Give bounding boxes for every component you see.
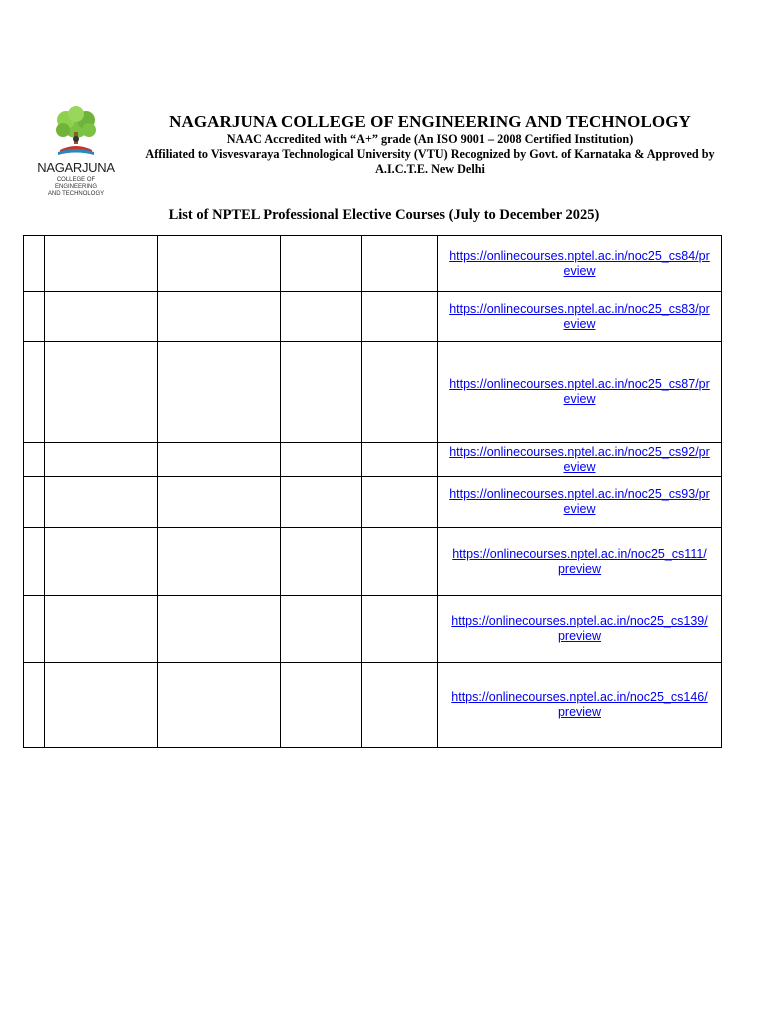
institute-cell (362, 596, 438, 663)
logo-subtitle (36, 177, 116, 198)
link-cell (438, 528, 722, 596)
course-link[interactable]: https://onlinecourses.nptel.ac.in/noc25_cs83/pr eview (449, 301, 710, 331)
link-cell (438, 443, 722, 477)
duration-cell (281, 663, 362, 748)
table-row (24, 292, 722, 342)
table-row (24, 443, 722, 477)
course-name-cell (45, 342, 158, 443)
logo-subtitle-line2: AND TECHNOLOGY (47, 191, 105, 197)
college-name: NAGARJUNA COLLEGE OF ENGINEERING AND TECHNOLOGY (169, 112, 691, 131)
institute-cell (362, 443, 438, 477)
affiliation-line-2: A.I.C.T.E. New Delhi (375, 162, 485, 176)
course-link[interactable]: https://onlinecourses.nptel.ac.in/noc25_cs146/ preview (451, 690, 708, 719)
link-cell (438, 663, 722, 748)
institute-cell (362, 477, 438, 528)
affiliation-line-1: Affiliated to Visvesvaraya Technological University (VTU) Recognized by Govt. of Karnataka & Approved by (145, 147, 715, 161)
sl-no-cell (24, 528, 45, 596)
table-row (24, 236, 722, 292)
course-link[interactable]: https://onlinecourses.nptel.ac.in/noc25_cs84/pr eview (449, 248, 710, 278)
sl-no-cell (24, 596, 45, 663)
instructor-cell (158, 528, 281, 596)
table-row (24, 528, 722, 596)
course-name-cell (45, 292, 158, 342)
link-cell (438, 236, 722, 292)
sl-no-cell (24, 663, 45, 748)
link-cell (438, 342, 722, 443)
logo-wordmark: NAGARJUNA (37, 160, 115, 175)
course-name-cell (45, 596, 158, 663)
duration-cell (281, 443, 362, 477)
course-name-cell (45, 443, 158, 477)
course-link[interactable]: https://onlinecourses.nptel.ac.in/noc25_cs93/pr eview (449, 487, 710, 516)
institute-cell (362, 342, 438, 443)
table-row (24, 663, 722, 748)
sl-no-cell (24, 292, 45, 342)
link-cell (438, 477, 722, 528)
college-logo (36, 106, 116, 198)
course-link[interactable]: https://onlinecourses.nptel.ac.in/noc25_cs87/pr eview (449, 377, 710, 406)
table-row (24, 596, 722, 663)
course-link[interactable]: https://onlinecourses.nptel.ac.in/noc25_cs92/pr eview (449, 444, 710, 474)
sl-no-cell (24, 342, 45, 443)
instructor-cell (158, 342, 281, 443)
logo-subtitle-line1: COLLEGE OF ENGINEERING (54, 177, 97, 190)
letterhead (120, 112, 740, 177)
instructor-cell (158, 292, 281, 342)
instructor-cell (158, 596, 281, 663)
course-link[interactable]: https://onlinecourses.nptel.ac.in/noc25_cs139/ preview (451, 614, 708, 643)
courses-table (23, 235, 722, 748)
sl-no-cell (24, 443, 45, 477)
table-row (24, 342, 722, 443)
duration-cell (281, 596, 362, 663)
list-title: List of NPTEL Professional Elective Courses (July to December 2025) (168, 207, 600, 223)
link-cell (438, 596, 722, 663)
duration-cell (281, 236, 362, 292)
table-row (24, 477, 722, 528)
duration-cell (281, 342, 362, 443)
link-cell (438, 292, 722, 342)
course-name-cell (45, 663, 158, 748)
accreditation-line: NAAC Accredited with “A+” grade (An ISO 9001 – 2008 Certified Institution) (226, 132, 634, 146)
institute-cell (362, 236, 438, 292)
course-name-cell (45, 236, 158, 292)
instructor-cell (158, 443, 281, 477)
course-name-cell (45, 528, 158, 596)
instructor-cell (158, 236, 281, 292)
course-name-cell (45, 477, 158, 528)
tree-emblem-icon (36, 106, 116, 160)
course-link[interactable]: https://onlinecourses.nptel.ac.in/noc25_cs111/ preview (452, 546, 707, 576)
sl-no-cell (24, 477, 45, 528)
instructor-cell (158, 477, 281, 528)
institute-cell (362, 528, 438, 596)
instructor-cell (158, 663, 281, 748)
duration-cell (281, 528, 362, 596)
institute-cell (362, 292, 438, 342)
duration-cell (281, 477, 362, 528)
sl-no-cell (24, 236, 45, 292)
duration-cell (281, 292, 362, 342)
institute-cell (362, 663, 438, 748)
